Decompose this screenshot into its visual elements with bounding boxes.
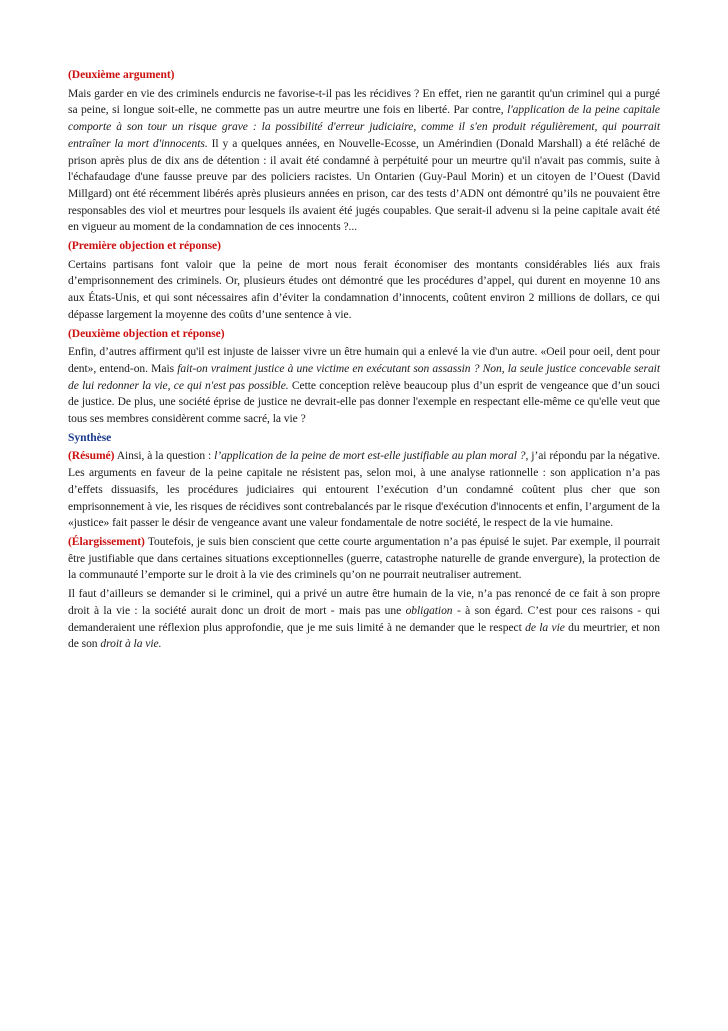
paragraph-resume [68, 448, 660, 532]
italic-segment: fait-on vraiment justice à une victime en exécutant son assassin ? Non, la seule justice concevable serait de lui redonner la vie, ce qui n'est pas possible. [68, 362, 660, 392]
paragraph-premiere-objection: Certains partisans font valoir que la peine de mort nous ferait économiser des montants considérables liés aux frais d’emprisonnement des criminels. Or, plusieurs études ont démontré que les procédures d’appel, qui durent en moyenne 10 ans aux États-Unis, et qui sont nécessaires afin d’éviter la condamnation d’innocents, coûtent environ 2 millions de dollars, ce qui dépasse largement la moyenne des coûts d’une sentence à vie. [68, 258, 660, 321]
paragraph-elargissement [68, 534, 660, 584]
text-segment: Il faut d’ailleurs se demander si le criminel, qui a privé un autre être humain de la vie, n’a pas renoncé de ce fait à son propre droit à la vie : la société aurait donc un droit de mort - mais pas une [68, 588, 660, 617]
heading-premiere-objection: (Première objection et réponse) [68, 240, 221, 253]
italic-segment: obligation [405, 604, 453, 617]
italic-segment: de la vie [525, 621, 565, 634]
text-segment: du meurtrier, et non de son [68, 621, 660, 651]
resume-label: (Résumé) [68, 450, 115, 463]
italic-segment: droit à la vie. [100, 638, 162, 651]
heading-synthese: Synthèse [68, 431, 112, 444]
italic-segment: l’application de la peine de mort est-elle justifiable au plan moral ?, [214, 450, 529, 463]
paragraph-deuxieme-argument [68, 86, 660, 236]
elargissement-label: (Élargissement) [68, 535, 145, 548]
text-segment: Mais garder en vie des criminels endurcis ne favorise-t-il pas les récidives ? En effet, rien ne garantit qu'un criminel qui a purgé sa peine, si longue soit-elle, ne commette pas un autre meurtre une fois en liberté. Par contre, [68, 87, 660, 117]
heading-deuxieme-argument: (Deuxième argument) [68, 69, 175, 81]
paragraph-deuxieme-objection [68, 344, 660, 428]
document-page [68, 67, 660, 655]
text-segment: Cette conception relève beaucoup plus d’un esprit de vengeance que d’un souci de justice. De plus, une société éprise de justice ne devrait-elle pas donner l'exemple en respectant elle-même ce qu'elle veut que tous ses membres considèrent comme sacré, la vie ? [68, 379, 660, 426]
text-segment: j’ai répondu par la négative. Les arguments en faveur de la peine capitale ne résistent pas, selon moi, à une analyse rationnelle : son application n’a pas d’effets dissuasifs, les procédures judiciaires qui entourent l’exécution d’un condamné coûtent plus cher que son emprisonnement à vie, les risques de récidives sont contrebalancés par le risque d'exécution d'innocents et enfin, l’argument de la «justice» fait passer le désir de vengeance avant une valeur fondamentale de notre société, le respect de la vie humaine. [68, 450, 661, 530]
text-segment: Ainsi, à la question : [114, 450, 215, 463]
text-segment: - à son égard. C’est pour ces raisons - qui demanderaient une réflexion plus approfondie, que je me suis limité à ne demander que le respect [68, 604, 660, 634]
paragraph-conclusion [68, 586, 660, 653]
italic-segment: l'application de la peine capitale comporte à son tour un risque grave : la possibilité d'erreur judiciaire, comme il s'en produit régulièrement, qui pourrait entraîner la mort d'innocents. [68, 104, 660, 150]
text-segment: Enfin, d’autres affirment qu'il est injuste de laisser vivre un être humain qui a enlevé la vie d'un autre. «Oeil pour oeil, dent pour dent», entend-on. Mais [68, 346, 660, 375]
text-segment: Il y a quelques années, en Nouvelle-Ecosse, un Amérindien (Donald Marshall) a été relâché de prison après plus de dix ans de détention : il avait été condamné à perpétuité pour un meurtre qu'il n'avait pas commis, suite à l'échafaudage d'une fausse preuve par des policiers racistes. Un Ontarien (Guy-Paul Morin) et un citoyen de l’Ouest (David Millgard) ont été récemment libérés après plusieurs années en prison, car des tests d’ADN ont démontré qu’ils ne pouvaient être responsables des viol et meurtres pour lesquels ils avaient été jugés coupables. Que serait-il advenu si la peine capitale avait été en vigueur au moment de la condamnation de ces innocents ?... [68, 137, 660, 234]
heading-deuxieme-objection: (Deuxième objection et réponse) [68, 327, 225, 340]
text-segment: Toutefois, je suis bien conscient que cette courte argumentation n’a pas épuisé le sujet. Par exemple, il pourrait être justifiable que dans certaines situations exceptionnelles (guerre, catastrophe naturelle de grande envergure), la protection de la communauté l’emporte sur le droit à la vie des criminels qu’on ne pourrait neutraliser autrement. [68, 535, 660, 582]
